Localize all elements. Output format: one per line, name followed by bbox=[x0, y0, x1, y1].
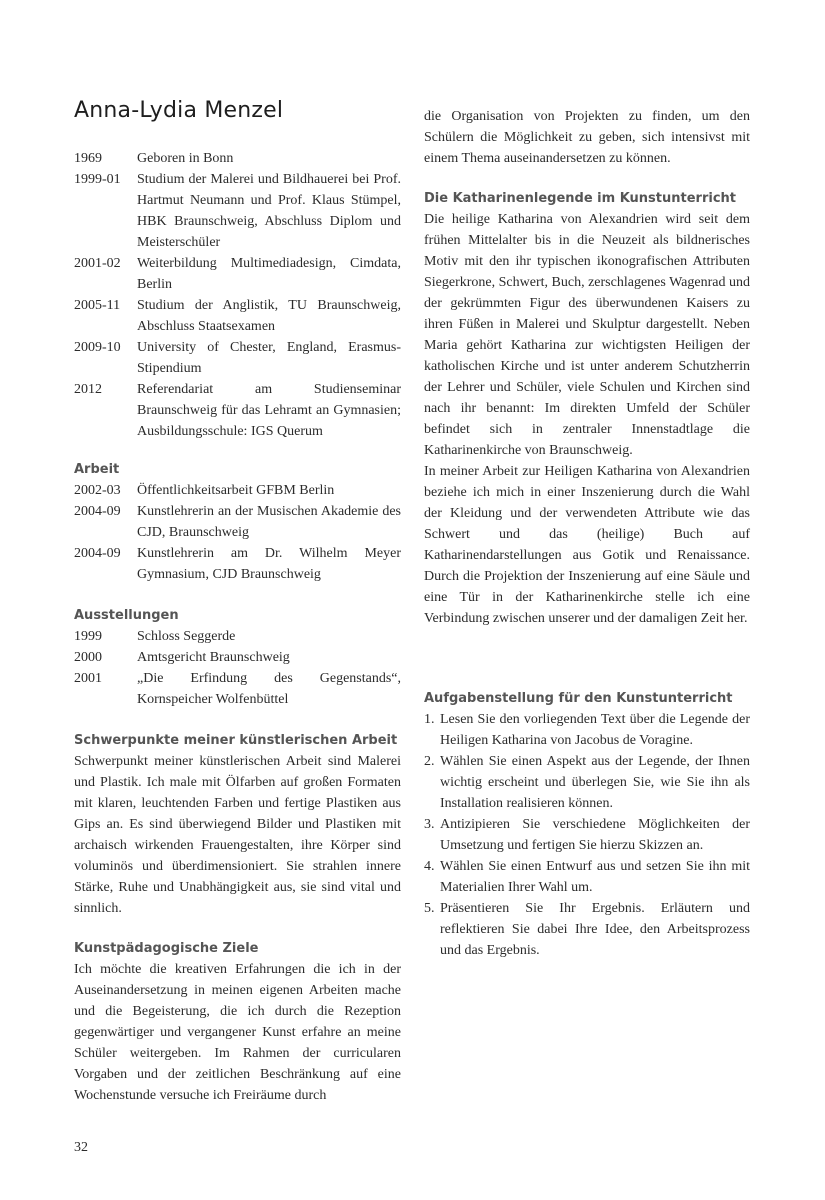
cv-row bbox=[74, 169, 401, 253]
task-text: Lesen Sie den vorliegenden Text über die Legende der Heiligen Katharina von Jacobus de Voragine. bbox=[440, 712, 750, 748]
work-text: Öffentlichkeitsarbeit GFBM Berlin bbox=[137, 483, 335, 498]
cv-year: 1969 bbox=[74, 151, 102, 166]
task-item bbox=[424, 814, 750, 856]
exhibition-year: 1999 bbox=[74, 629, 102, 644]
task-item bbox=[424, 709, 750, 751]
exhibition-text: „Die Erfindung des Gegenstands“, Kornspeicher Wolfenbüttel bbox=[137, 671, 401, 707]
work-row bbox=[74, 543, 401, 585]
task-section bbox=[424, 688, 750, 961]
task-number: 4. bbox=[424, 859, 435, 874]
focus-heading: Schwerpunkte meiner künstlerischen Arbeit bbox=[74, 733, 398, 748]
legend-heading: Die Katharinenlegende im Kunstunterricht bbox=[424, 191, 736, 206]
exhibition-text: Amtsgericht Braunschweig bbox=[137, 650, 290, 665]
goals-section bbox=[74, 938, 401, 1106]
cv-year: 2001-02 bbox=[74, 256, 121, 271]
task-item bbox=[424, 751, 750, 814]
goals-continuation-section bbox=[424, 106, 750, 169]
cv-row bbox=[74, 295, 401, 337]
exhibitions-section bbox=[74, 605, 401, 710]
task-heading: Aufgabenstellung für den Kunstunterricht bbox=[424, 691, 733, 706]
goals-paragraph: Ich möchte die kreativen Erfahrungen die ich in der Auseinandersetzung in meinen eigenen Arbeiten mache und die Begeisterung, die ich durch die Rezeption gegenwärtiger und vergangener Kunst erfahre an meine Schüler weitergeben. Im Rahmen der curricularen Vorgaben und der zeitlichen Beschränkung auf eine Wochenstunde versuche ich Freiräume durch bbox=[74, 962, 401, 1103]
cv-row bbox=[74, 337, 401, 379]
cv-text: Referendariat am Studienseminar Braunschweig für das Lehramt an Gymnasien; Ausbildungsschule: IGS Querum bbox=[137, 382, 401, 439]
focus-section bbox=[74, 730, 401, 919]
focus-paragraph: Schwerpunkt meiner künstlerischen Arbeit sind Malerei und Plastik. Ich male mit Ölfarben auf großen Formaten mit klaren, leuchtenden Farben und fertige Plastiken aus Gips an. Es sind überwiegend Bilder und Plastiken mit archaisch wirkenden Frauengestalten, ihre Körper sind voluminös und überdimensioniert. Sie strahlen innere Stärke, Ruhe und Unabhängigkeit aus, sie sind vital und sinnlich. bbox=[74, 754, 401, 916]
work-row bbox=[74, 501, 401, 543]
work-year: 2004-09 bbox=[74, 546, 121, 561]
exhibition-text: Schloss Seggerde bbox=[137, 629, 236, 644]
work-year: 2004-09 bbox=[74, 504, 121, 519]
exhibition-year: 2000 bbox=[74, 650, 102, 665]
cv-year: 1999-01 bbox=[74, 172, 121, 187]
page-number: 32 bbox=[74, 1140, 88, 1155]
goals-continuation: die Organisation von Projekten zu finden, um den Schülern die Möglichkeit zu geben, sich intensivst mit einem Thema auseinandersetzen zu können. bbox=[424, 109, 750, 166]
task-item bbox=[424, 856, 750, 898]
cv-text: Weiterbildung Multimediadesign, Cimdata, Berlin bbox=[137, 256, 401, 292]
task-text: Präsentieren Sie Ihr Ergebnis. Erläutern und reflektieren Sie dabei Ihre Idee, den Arbeitsprozess und das Ergebnis. bbox=[440, 901, 750, 958]
cv-year: 2009-10 bbox=[74, 340, 121, 355]
exhibition-row bbox=[74, 647, 401, 668]
task-number: 1. bbox=[424, 712, 435, 727]
cv-timeline bbox=[74, 148, 401, 442]
task-list bbox=[424, 709, 750, 961]
task-text: Antizipieren Sie verschiedene Möglichkeiten der Umsetzung und fertigen Sie hierzu Skizzen an. bbox=[440, 817, 750, 853]
work-text: Kunstlehrerin am Dr. Wilhelm Meyer Gymnasium, CJD Braunschweig bbox=[137, 546, 401, 582]
cv-row bbox=[74, 379, 401, 442]
cv-row bbox=[74, 148, 401, 169]
work-heading: Arbeit bbox=[74, 462, 120, 477]
page-title: Anna-Lydia Menzel bbox=[74, 98, 284, 123]
cv-year: 2012 bbox=[74, 382, 102, 397]
work-year: 2002-03 bbox=[74, 483, 121, 498]
cv-text: Geboren in Bonn bbox=[137, 151, 234, 166]
task-text: Wählen Sie einen Entwurf aus und setzen Sie ihn mit Materialien Ihrer Wahl um. bbox=[440, 859, 750, 895]
task-item bbox=[424, 898, 750, 961]
exhibition-year: 2001 bbox=[74, 671, 102, 686]
work-row bbox=[74, 480, 401, 501]
legend-paragraph-2: In meiner Arbeit zur Heiligen Katharina von Alexandrien beziehe ich mich in einer Inszenierung durch die Wahl der Kleidung und der verwendeten Attribute wie das Schwert und das (heilige) Buch auf Katharinendarstellungen aus Gotik und Renaissance. Durch die Projektion der Inszenierung auf eine Säule und eine Tür in der Katharinenkirche stelle ich eine Verbindung zwischen unserer und der damaligen Zeit her. bbox=[424, 464, 750, 626]
exhibitions-heading: Ausstellungen bbox=[74, 608, 179, 623]
legend-paragraph-1: Die heilige Katharina von Alexandrien wird seit dem frühen Mittelalter bis in die Neuzeit als bildnerisches Motiv mit den ihr typischen ikonografischen Attributen Siegerkrone, Schwert, Buch, zerschlagenes Wagenrad und der gekrümmten Figur des überwundenen Kaisers zu ihren Füßen in Malerei und Skulptur dargestellt. Neben Maria gehört Katharina zur wichtigsten Heiligen der katholischen Kirche und ist unter anderem Schutzherrin der Lehrer und Schüler, viele Schulen und Kirchen sind nach ihr benannt: Im direkten Umfeld der Schüler befindet sich in zentraler Innenstadtlage die Katharinenkirche von Braunschweig. bbox=[424, 212, 750, 458]
cv-text: Studium der Anglistik, TU Braunschweig, Abschluss Staatsexamen bbox=[137, 298, 401, 334]
cv-text: Studium der Malerei und Bildhauerei bei Prof. Hartmut Neumann und Prof. Klaus Stümpel, HBK Braunschweig, Abschluss Diplom und Meisterschüler bbox=[137, 172, 401, 250]
task-number: 3. bbox=[424, 817, 435, 832]
exhibition-row bbox=[74, 668, 401, 710]
task-number: 2. bbox=[424, 754, 435, 769]
work-text: Kunstlehrerin an der Musischen Akademie des CJD, Braunschweig bbox=[137, 504, 401, 540]
task-text: Wählen Sie einen Aspekt aus der Legende, der Ihnen wichtig erscheint und überlegen Sie, wie Sie ihn als Installation realisieren können. bbox=[440, 754, 750, 811]
work-section bbox=[74, 459, 401, 585]
cv-text: University of Chester, England, Erasmus-Stipendium bbox=[137, 340, 401, 376]
cv-year: 2005-11 bbox=[74, 298, 121, 313]
cv-row bbox=[74, 253, 401, 295]
task-number: 5. bbox=[424, 901, 435, 916]
goals-heading: Kunstpädagogische Ziele bbox=[74, 941, 259, 956]
exhibition-row bbox=[74, 626, 401, 647]
legend-section bbox=[424, 188, 750, 629]
